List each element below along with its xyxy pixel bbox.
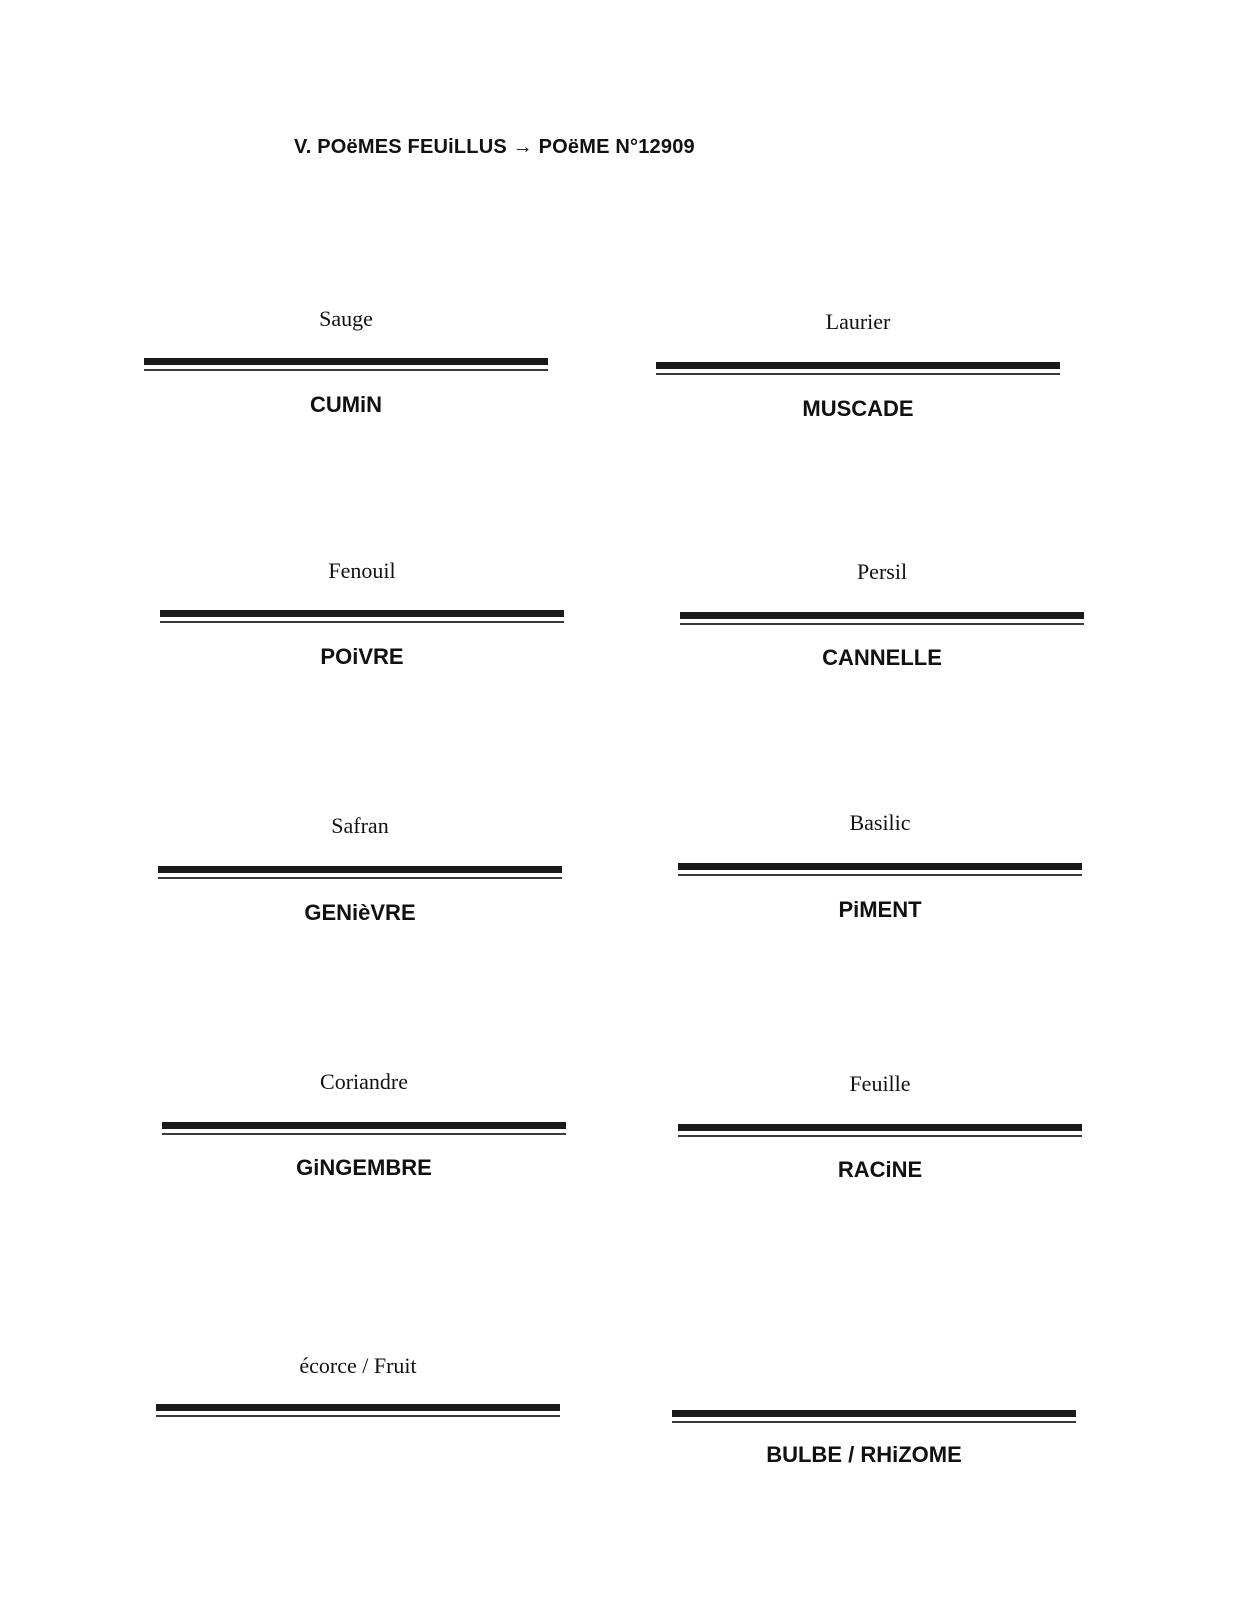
- poem-pair-sauge-cumin: [144, 300, 548, 430]
- bottom-word: CANNELLE: [822, 645, 942, 670]
- bottom-word: CUMiN: [309, 392, 383, 417]
- top-word: Laurier: [825, 309, 891, 334]
- poem-pair-safran-genievre: [158, 808, 562, 938]
- page-title: V. POëMES FEUiLLUS → POëME N°12909: [294, 136, 695, 158]
- separator-rule: [162, 1122, 566, 1136]
- poem-pair-laurier-muscade: [656, 300, 1060, 430]
- poem-pair-fenouil-poivre: [160, 552, 564, 682]
- separator-rule: [156, 1404, 560, 1418]
- separator-rule: [160, 610, 564, 624]
- separator-rule: [678, 1124, 1082, 1138]
- top-word: Persil: [856, 559, 908, 584]
- bottom-word: PiMENT: [838, 897, 922, 922]
- bottom-word: GENièVRE: [304, 900, 416, 925]
- top-word: Feuille: [849, 1071, 911, 1096]
- separator-rule: [656, 362, 1060, 376]
- bottom-word: RACiNE: [837, 1157, 923, 1182]
- poem-pair-feuille-racine: [678, 1064, 1082, 1194]
- poem-pair-ecorce-fruit: [156, 1348, 560, 1408]
- bottom-word: GiNGEMBRE: [296, 1155, 432, 1180]
- top-word: Coriandre: [320, 1069, 408, 1094]
- top-word: Fenouil: [328, 558, 396, 583]
- separator-rule: [672, 1410, 1076, 1424]
- bottom-word: BULBE / RHiZOME: [766, 1442, 962, 1467]
- separator-rule: [144, 358, 548, 372]
- top-word: Basilic: [849, 810, 911, 835]
- top-word: écorce / Fruit: [299, 1353, 417, 1378]
- separator-rule: [678, 863, 1082, 877]
- poem-pair-basilic-piment: [678, 808, 1082, 938]
- poem-pair-bulbe-rhizome: [672, 1348, 1076, 1468]
- top-word: Sauge: [319, 306, 373, 331]
- poem-pair-coriandre-gingembre: [162, 1064, 566, 1194]
- separator-rule: [158, 866, 562, 880]
- top-word: Safran: [331, 813, 389, 838]
- bottom-word: MUSCADE: [802, 396, 914, 421]
- poem-pair-persil-cannelle: [680, 552, 1084, 682]
- separator-rule: [680, 612, 1084, 626]
- bottom-word: POiVRE: [320, 644, 404, 669]
